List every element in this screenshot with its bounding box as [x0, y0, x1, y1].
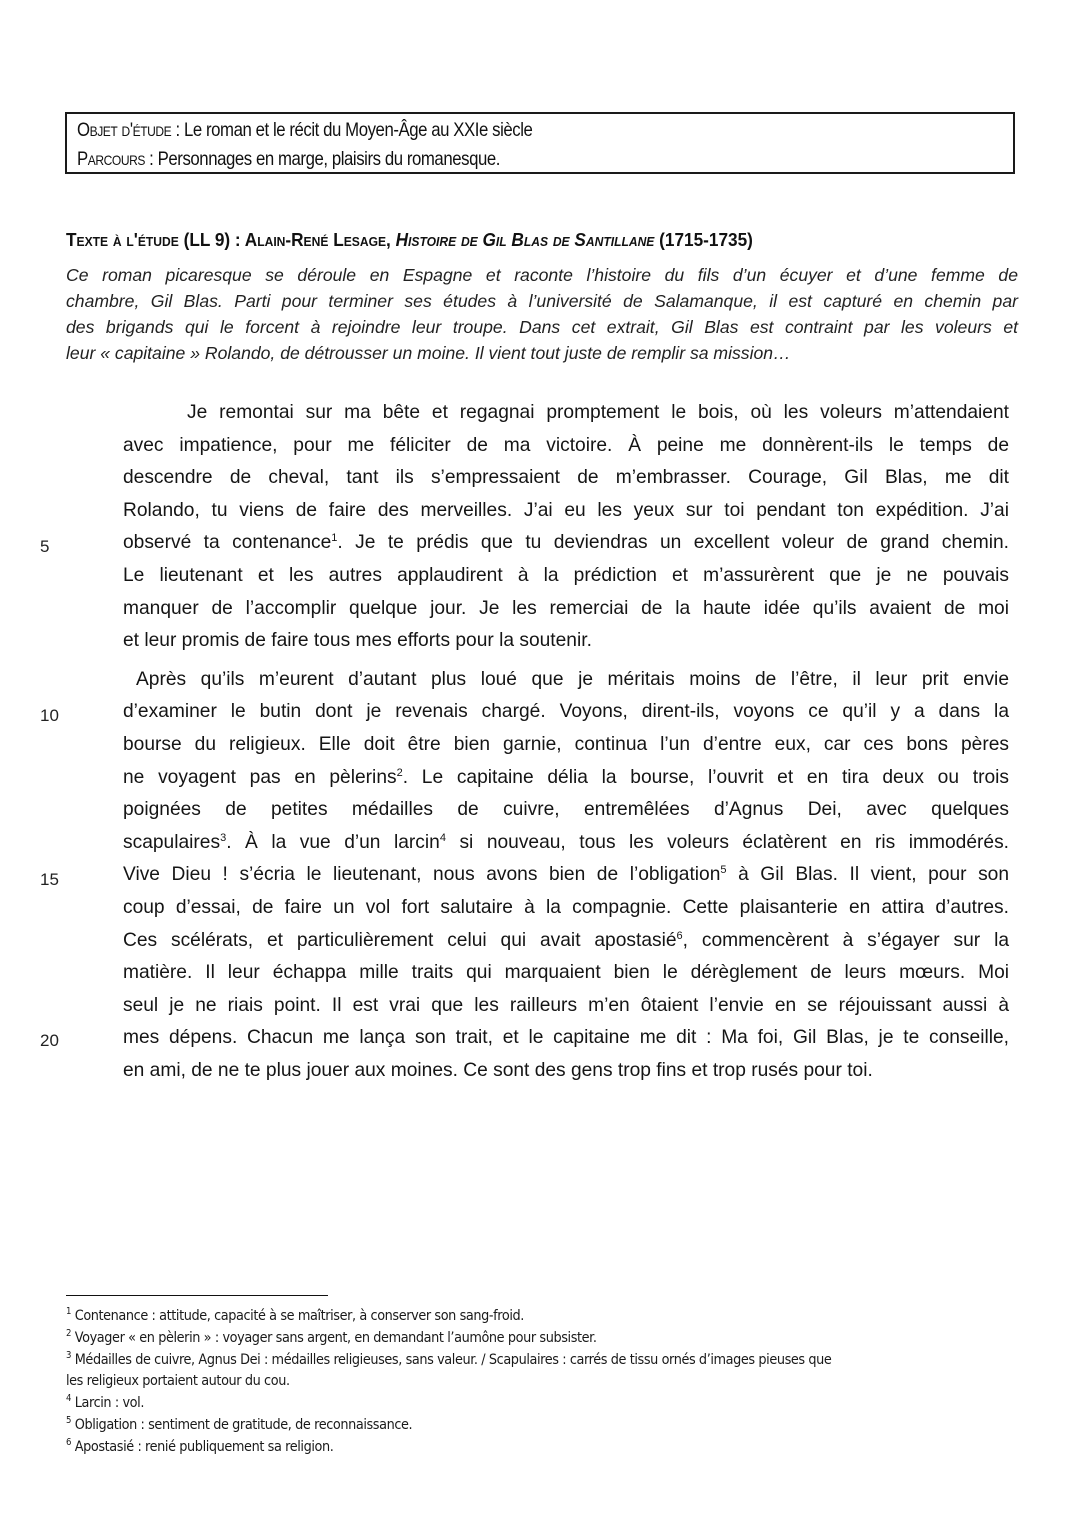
- study-object-separator: :: [171, 119, 184, 141]
- footnote-ref-3[interactable]: 3: [220, 831, 227, 844]
- footnote-number: 2: [66, 1327, 72, 1339]
- intro-line: Ce roman picaresque se déroule en Espagne et raconte l’histoire du fils d’un écuyer et d’une femme de: [66, 265, 1018, 285]
- parcours-separator: :: [144, 148, 158, 170]
- body-line: Je remontai sur ma bête et regagnai promptement le bois, où les voleurs m’attendaient: [187, 402, 1009, 423]
- line-number-20: 20: [40, 1031, 59, 1050]
- footnote-number: 5: [66, 1414, 72, 1426]
- excerpt-body: [123, 397, 1009, 1087]
- body-line: coup d’essai, de faire un vol fort salutaire à la compagnie. Cette plaisanterie en attira d’autres.: [123, 896, 1009, 918]
- body-line: avec impatience, pour me féliciter de ma victoire. À peine me donnèrent-ils le temps de: [123, 434, 1009, 456]
- book-title: Histoire de Gil Blas de Santillane: [395, 229, 655, 250]
- footnote-text: Médailles de cuivre, Agnus Dei : médailles religieuses, sans valeur. / Scapulaires : carrés de tissu ornés d’images pieuses que: [71, 1351, 832, 1368]
- body-line: descendre de cheval, tant ils s’empressaient de m’embrasser. Courage, Gil Blas, me dit: [123, 467, 1009, 489]
- line-number-15: 15: [40, 870, 59, 889]
- footnote-3-continued: [66, 1371, 930, 1393]
- body-line: [123, 527, 1009, 560]
- footnote-text: Contenance : attitude, capacité à se maîtriser, à conserver son sang-froid.: [71, 1308, 524, 1324]
- study-object-label: Objet d'étude: [77, 119, 172, 141]
- footnote-number: 6: [66, 1436, 72, 1448]
- body-text-run: scapulaires: [123, 831, 221, 853]
- study-object-value: Le roman et le récit du Moyen-Âge au XXIe siècle: [183, 119, 533, 141]
- body-line: [123, 925, 1009, 958]
- footnote-2: [66, 1328, 930, 1350]
- body-text-run: . À la vue d’un larcin: [226, 831, 440, 853]
- footnote-text: Obligation : sentiment de gratitude, de reconnaissance.: [71, 1416, 413, 1433]
- footnote-ref-4[interactable]: 4: [439, 831, 446, 844]
- body-text-run: . Je te prédis que tu deviendras un excellent voleur de grand chemin.: [337, 532, 1009, 554]
- footnote-4: [66, 1393, 930, 1415]
- footnotes: [66, 1306, 1026, 1459]
- body-line: et leur promis de faire tous mes efforts pour la soutenir.: [123, 630, 592, 652]
- footnote-separator: [66, 1295, 328, 1296]
- intro-line: leur « capitaine » Rolando, de détrousser un moine. Il vient tout juste de remplir sa mission…: [66, 343, 791, 363]
- line-number-10: 10: [40, 706, 59, 725]
- body-text-run: Vive Dieu ! s’écria le lieutenant, nous avons bien de l’obligation: [123, 864, 721, 886]
- footnote-number: 3: [66, 1349, 72, 1361]
- footnote-number: 1: [66, 1306, 72, 1317]
- parcours-row: [77, 145, 882, 174]
- footnote-1: [66, 1306, 930, 1328]
- body-line: manquer de l’accomplir quelque jour. Je les remerciai de la haute idée qu’ils avaient de moi: [123, 597, 1009, 619]
- footnote-ref-5[interactable]: 5: [720, 864, 727, 877]
- footnote-6: [66, 1437, 930, 1459]
- footnote-text: Voyager « en pèlerin » : voyager sans argent, en demandant l’aumône pour subsister.: [71, 1329, 597, 1346]
- body-text-run: . Le capitaine délia la bourse, l’ouvrit et en tira deux ou trois: [402, 766, 1009, 788]
- intro-line: chambre, Gil Blas. Parti pour terminer ses études à l’université de Salamanque, il est capturé en chemin par: [66, 291, 1018, 311]
- intro-paragraph: [66, 262, 1018, 366]
- body-text-run: si nouveau, tous les voleurs éclatèrent en ris immodérés.: [445, 831, 1010, 853]
- parcours-label: Parcours: [77, 148, 145, 170]
- body-line: d’examiner le butin dont je revenais chargé. Voyons, dirent-ils, voyons ce qu’il y a dans la: [123, 701, 1009, 723]
- parcours-value: Personnages en marge, plaisirs du romanesque.: [157, 148, 500, 170]
- line-number-5: 5: [40, 537, 50, 556]
- body-line: Le lieutenant et les autres applaudirent à la prédiction et m’assurèrent que je ne pouvais: [123, 564, 1009, 586]
- study-object-box: [65, 112, 1015, 174]
- footnote-text: les religieux portaient autour du cou.: [66, 1373, 290, 1390]
- intro-line: des brigands qui le forcent à rejoindre leur troupe. Dans cet extrait, Gil Blas est contraint par les voleurs et: [66, 317, 1018, 337]
- footnote-text: Apostasié : renié publiquement sa religion.: [71, 1438, 334, 1455]
- paragraph-1: [123, 397, 1009, 658]
- heading-prefix: Texte à l'étude (LL 9) : Alain-René Lesage,: [66, 229, 396, 250]
- body-line: poignées de petites médailles de cuivre, entremêlées d’Agnus Dei, avec quelques: [123, 799, 1009, 821]
- footnote-ref-1[interactable]: 1: [331, 532, 338, 545]
- footnote-text: Larcin : vol.: [71, 1395, 145, 1412]
- text-heading: [66, 229, 950, 251]
- body-text-run: Ces scélérats, et particulièrement celui qui avait apostasié: [123, 929, 677, 951]
- footnote-ref-6[interactable]: 6: [676, 929, 683, 942]
- body-line: [123, 762, 1009, 795]
- body-text-run: observé ta contenance: [123, 532, 332, 554]
- body-line: matière. Il leur échappa mille traits qui marquaient bien le dérèglement de leurs mœurs. Moi: [123, 962, 1009, 984]
- body-line: Rolando, tu viens de faire des merveilles. J’ai eu les yeux sur toi pendant ton expédition. J’ai: [123, 499, 1009, 521]
- body-line: [123, 827, 1009, 860]
- heading-dates: (1715-1735): [654, 229, 753, 250]
- body-line: mes dépens. Chacun me lança son trait, et le capitaine me dit : Ma foi, Gil Blas, je te conseille,: [123, 1027, 1009, 1049]
- body-line: en ami, de ne te plus jouer aux moines. Ce sont des gens trop fins et trop rusés pour toi.: [123, 1059, 873, 1081]
- paragraph-2: [123, 664, 1009, 1088]
- body-line: Après qu’ils m’eurent d’autant plus loué que je méritais moins de l’être, il leur prit envie: [136, 668, 1009, 690]
- footnote-5: [66, 1415, 930, 1437]
- body-text-run: , commencèrent à s’égayer sur la: [682, 929, 1009, 951]
- footnote-number: 4: [66, 1393, 72, 1405]
- body-text-run: ne voyagent pas en pèlerins: [123, 766, 397, 788]
- body-line: [123, 859, 1009, 892]
- body-text-run: à Gil Blas. Il vient, pour son: [726, 864, 1009, 886]
- study-object-row: [77, 116, 882, 145]
- footnote-ref-2[interactable]: 2: [396, 766, 403, 779]
- body-line: seul je ne riais point. Il est vrai que les railleurs m’en ôtaient l’envie en se réjouissant aussi à: [123, 994, 1009, 1016]
- body-line: bourse du religieux. Elle doit être bien garnie, continua l’un d’entre eux, car ces bons pères: [123, 733, 1009, 755]
- footnote-3: [66, 1350, 930, 1372]
